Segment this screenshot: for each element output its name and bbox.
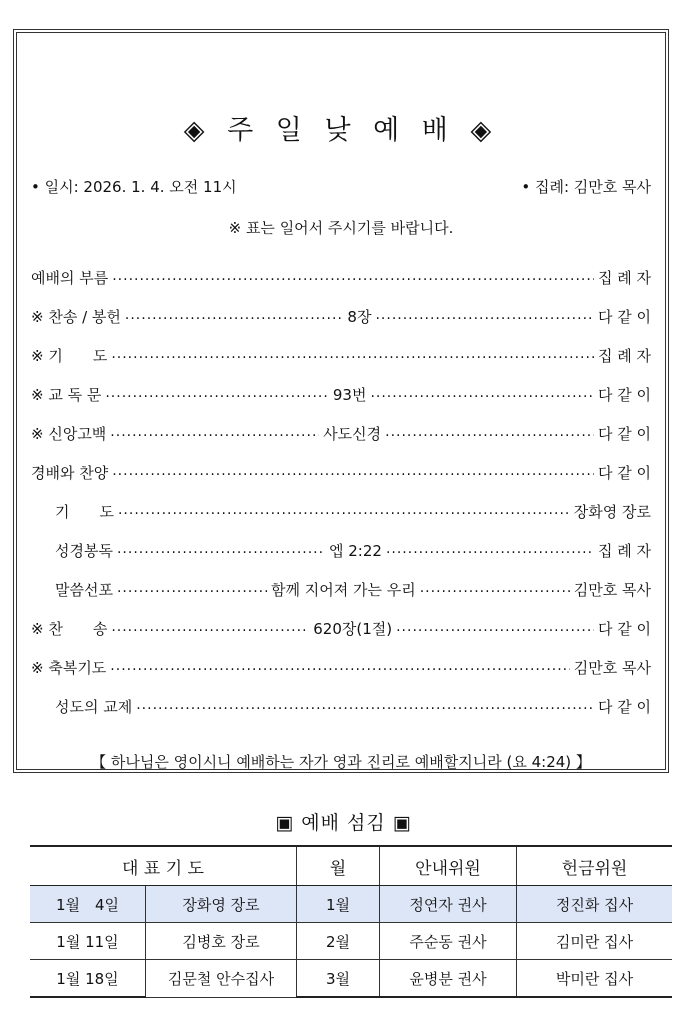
- order-item-person: 김만호 목사: [573, 580, 651, 599]
- order-item-label: 말씀선포: [55, 580, 113, 599]
- order-item-label: 성도의 교제: [55, 697, 133, 716]
- order-row: [31, 687, 651, 726]
- duty-month: 2월: [297, 923, 380, 960]
- dot-leader: [386, 543, 594, 559]
- duty-usher: 주순동 권사: [380, 923, 517, 960]
- order-item-label: 성경봉독: [55, 541, 113, 560]
- order-item-label: 예배의 부름: [31, 268, 109, 287]
- order-item-label: ※ 신앙고백: [31, 424, 107, 443]
- service-date: • 일시: 2026. 1. 4. 오전 11시: [31, 178, 237, 196]
- dot-leader: [375, 309, 594, 325]
- standing-notice: ※ 표는 일어서 주시기를 바랍니다.: [228, 219, 454, 237]
- dot-leader: [111, 621, 309, 637]
- order-of-worship: [31, 258, 651, 726]
- dot-leader: [110, 426, 319, 442]
- order-row: [31, 336, 651, 375]
- order-item-person: 다 같 이: [597, 385, 651, 404]
- order-item-person: 집 례 자: [597, 346, 651, 365]
- order-item-person: 다 같 이: [598, 619, 652, 638]
- service-title: ◈ 주 일 낮 예 배 ◈: [183, 115, 499, 146]
- table-row: [30, 886, 672, 923]
- dot-leader: [136, 699, 594, 715]
- order-item-label: 경배와 찬양: [31, 463, 109, 482]
- service-leader: • 집례: 김만호 목사: [521, 178, 651, 196]
- order-item-person: 집 례 자: [597, 541, 651, 560]
- order-item-label: ※ 찬송 / 봉헌: [31, 307, 121, 326]
- header-usher: 안내위원: [380, 846, 517, 886]
- order-row: [31, 414, 651, 453]
- order-item-person: 다 같 이: [597, 463, 651, 482]
- dot-leader: [112, 270, 594, 286]
- order-item-person: 장화영 장로: [573, 502, 651, 521]
- header-prayer: 대 표 기 도: [30, 846, 297, 886]
- dot-leader: [420, 582, 570, 598]
- duty-prayer: 장화영 장로: [146, 886, 297, 923]
- order-item-person: 다 같 이: [597, 424, 651, 443]
- order-item-detail: 엡 2:22: [329, 541, 382, 560]
- duty-offering: 박미란 집사: [517, 960, 673, 998]
- duty-section-title: ▣ 예배 섬김 ▣: [275, 812, 412, 834]
- order-item-person: 김만호 목사: [573, 658, 651, 677]
- order-row: [31, 570, 651, 609]
- dot-leader: [117, 543, 325, 559]
- header-month: 월: [297, 846, 380, 886]
- table-row: [30, 960, 672, 998]
- duty-prayer: 김병호 장로: [146, 923, 297, 960]
- order-item-person: 다 같 이: [598, 307, 652, 326]
- order-row: [31, 297, 651, 336]
- order-item-detail: 사도신경: [323, 424, 382, 443]
- order-row: [31, 531, 651, 570]
- order-item-detail: 620장(1절): [313, 619, 393, 638]
- header-offering: 헌금위원: [517, 846, 673, 886]
- duty-usher: 정연자 권사: [380, 886, 517, 923]
- duty-date: 1월 11일: [30, 923, 146, 960]
- order-item-detail: 93번: [332, 385, 367, 404]
- order-item-person: 다 같 이: [597, 697, 651, 716]
- dot-leader: [112, 465, 594, 481]
- duty-usher: 윤병분 권사: [380, 960, 517, 998]
- duty-table: [30, 845, 672, 998]
- order-item-label: ※ 교 독 문: [31, 385, 102, 404]
- dot-leader: [125, 309, 344, 325]
- duty-month: 3월: [297, 960, 380, 998]
- dot-leader: [111, 348, 594, 364]
- dot-leader: [385, 426, 594, 442]
- order-row: [31, 258, 651, 297]
- order-row: [31, 375, 651, 414]
- duty-date: 1월 4일: [30, 886, 146, 923]
- duty-offering: 정진화 집사: [517, 886, 673, 923]
- duty-table-header: [30, 846, 672, 886]
- bulletin-frame: [13, 29, 669, 773]
- dot-leader: [396, 621, 594, 637]
- order-item-person: 집 례 자: [597, 268, 651, 287]
- order-row: [31, 492, 651, 531]
- dot-leader: [117, 582, 267, 598]
- order-item-detail: 8장: [347, 307, 372, 326]
- order-item-label: ※ 찬 송: [31, 619, 108, 638]
- duty-month: 1월: [297, 886, 380, 923]
- order-item-detail: 함께 지어져 가는 우리: [271, 580, 416, 599]
- order-item-label: 기 도: [55, 502, 114, 521]
- order-item-label: ※ 축복기도: [31, 658, 107, 677]
- order-row: [31, 453, 651, 492]
- order-item-label: ※ 기 도: [31, 346, 108, 365]
- duty-date: 1월 18일: [30, 960, 146, 998]
- dot-leader: [110, 660, 569, 676]
- dot-leader: [118, 504, 570, 520]
- service-meta: [31, 176, 651, 197]
- order-row: [31, 609, 651, 648]
- dot-leader: [105, 387, 329, 403]
- scripture-verse: 【 하나님은 영이시니 예배하는 자가 영과 진리로 예배할지니라 (요 4:24) 】: [91, 753, 591, 771]
- table-row: [30, 923, 672, 960]
- order-row: [31, 648, 651, 687]
- dot-leader: [370, 387, 594, 403]
- duty-offering: 김미란 집사: [517, 923, 673, 960]
- duty-prayer: 김문철 안수집사: [146, 960, 297, 998]
